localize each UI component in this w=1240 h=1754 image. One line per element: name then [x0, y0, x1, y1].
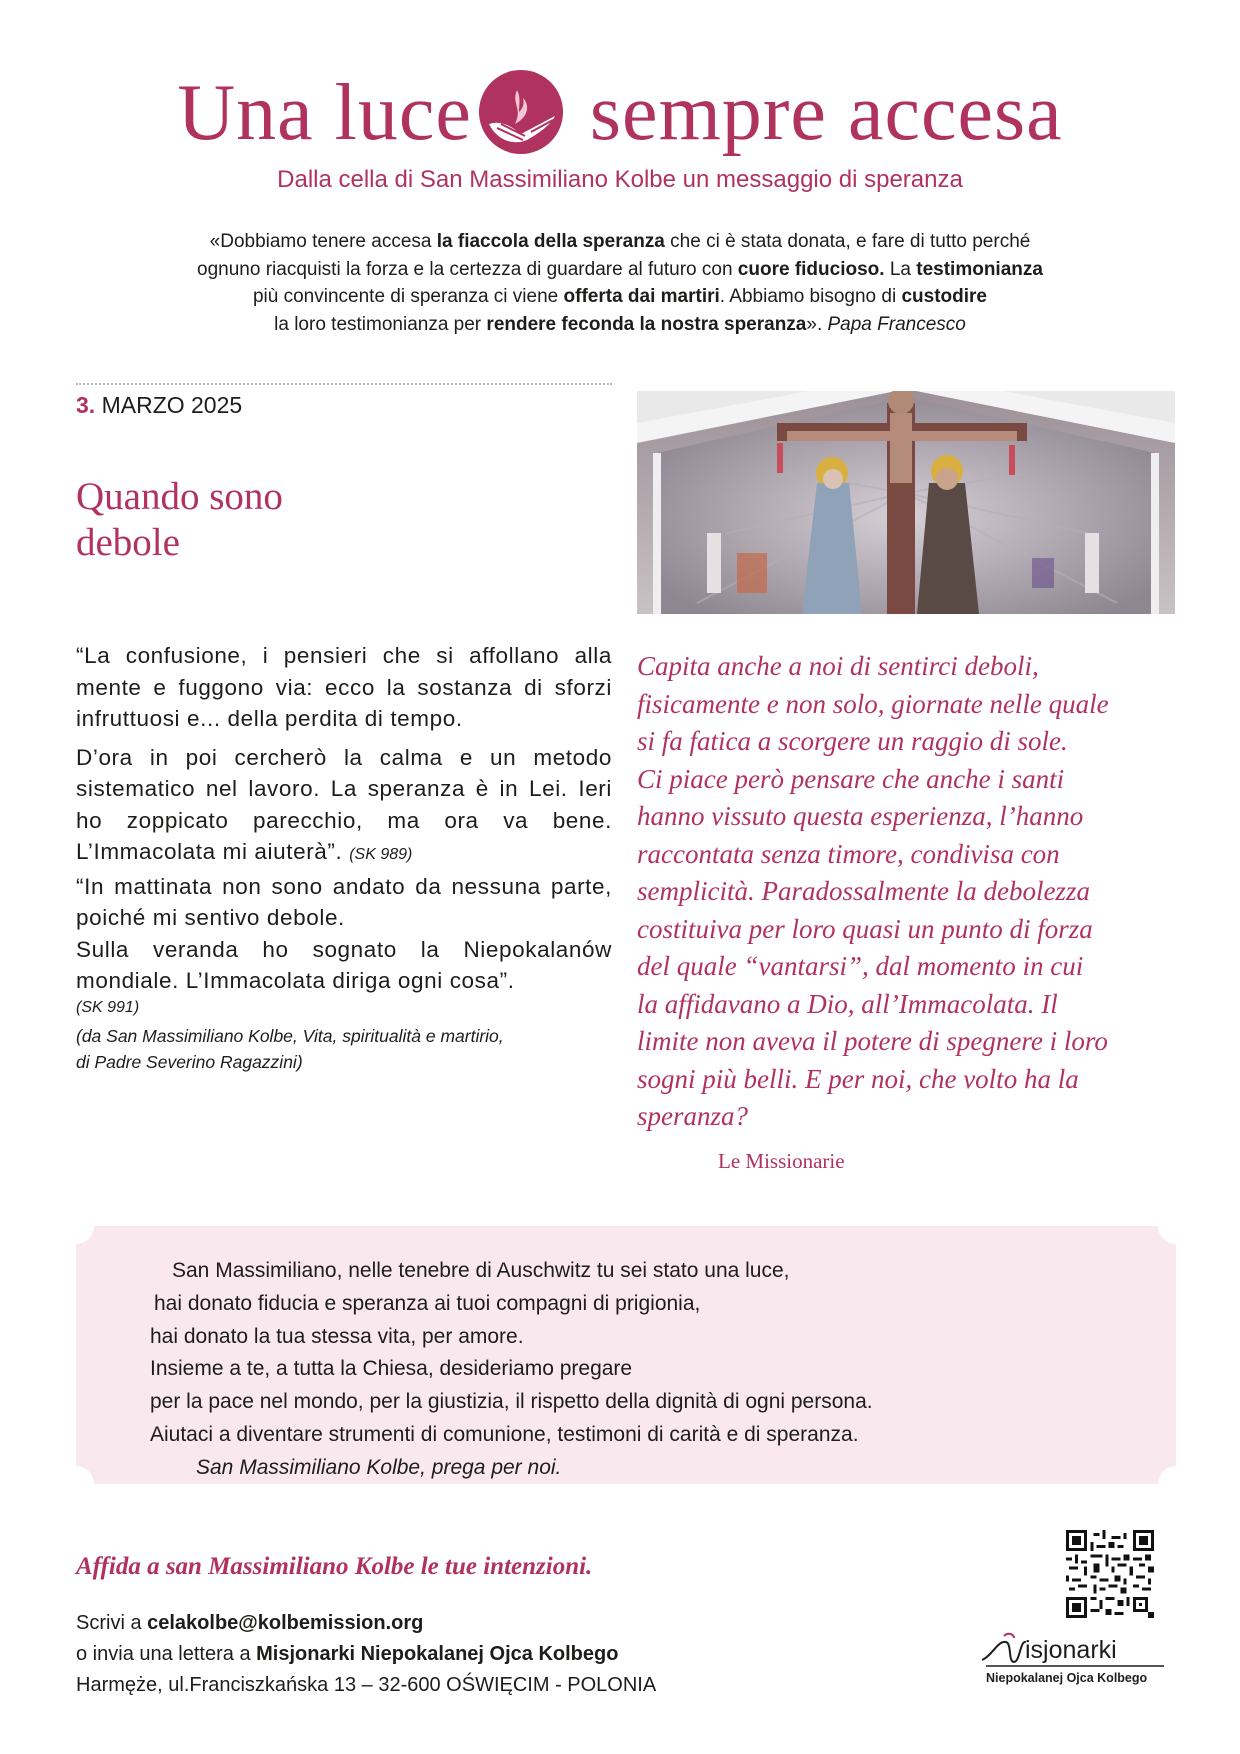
organization-name: Misjonarki Niepokalanej Ojca Kolbego: [256, 1643, 619, 1665]
prayer-closing: San Massimiliano Kolbe, prega per noi.: [196, 1455, 562, 1479]
contact-info: Scrivi a celakolbe@kolbemission.org o invia una lettera a Misjonarki Niepokalanej Ojca Kolbego Harmęże, ul.Franciszkańska 13 – 32-600 OŚWIĘCIM - POLONIA: [76, 1608, 656, 1701]
page-title: [0, 68, 1240, 159]
logo-wordmark: isjonarki: [1025, 1636, 1117, 1664]
chapel-altar-photo: [637, 383, 1175, 614]
email-link[interactable]: celakolbe@kolbemission.org: [147, 1612, 424, 1634]
source-citation: (da San Massimiliano Kolbe, Vita, spiritualità e martirio, di Padre Severino Ragazzini): [76, 1025, 504, 1072]
flame-hands-icon: [471, 62, 571, 162]
title-part1: Una luce: [177, 69, 472, 157]
logo-subtitle: Niepokalanej Ojca Kolbego: [986, 1671, 1148, 1685]
postal-address: Harmęże, ul.Franciszkańska 13 – 32-600 OŚWIĘCIM - POLONIA: [76, 1674, 657, 1696]
title-part2: sempre accesa: [589, 69, 1063, 157]
reflection-text: Capita anche a noi di sentirci deboli, fisicamente e non solo, giornate nelle quale si fa fatica a scorgere un raggio di sole. Ci piace però pensare che anche i santi hanno vissuto questa esperienza, l’hanno raccontata senza timore, condivisa con semplicità. Paradossalmente la debolezza costituiva per loro quasi un punto di forza del quale “vantarsi”, dal momento in cui la affidavano a Dio, all’Immacolata. Il limite non aveva il potere di spegnere i loro sogni più belli. E per noi, che volto ha la speranza?: [637, 651, 1109, 1131]
signature: Le Missionarie: [718, 1149, 845, 1173]
prayer-text: San Massimiliano, nelle tenebre di Auschwitz tu sei stato una luce, hai donato fiducia e speranza ai tuoi compagni di prigionia, hai donato la tua stessa vita, per amore. Insieme a te, a tutta la Chiesa, desideriamo pregare per la pace nel mondo, per la giustizia, il rispetto della dignità di ogni persona. Aiutaci a diventare strumenti di comunione, testimoni di carità e di speranza. San Massimiliano Kolbe, prega per noi.: [150, 1255, 1150, 1485]
quote-author: Papa Francesco: [827, 313, 966, 335]
paragraph: “In mattinata non sono andato da nessuna parte, poiché mi sentivo debole.: [76, 873, 612, 930]
kolbe-writings: [76, 640, 612, 1075]
article-heading: Quando sono debole: [76, 475, 283, 564]
divider: [76, 383, 612, 385]
date: [76, 392, 242, 419]
paragraph: D’ora in poi cercherò la calma e un metodo sistematico nel lavoro. La speranza è in Lei. Ieri ho zoppicato parecchio, ma ora va bene. L’Immacolata mi aiuterà”. (SK 989): [76, 744, 612, 864]
reference: (SK 989): [349, 846, 413, 863]
paragraph: Sulla veranda ho sognato la Niepokalanów mondiale. L’Immacolata diriga ogni cosa”.: [76, 936, 612, 993]
pope-quote: «Dobbiamo tenere accesa la fiaccola della speranza che ci è stata donata, e fare di tutto perché ognuno riacquisti la forza e la certezza di guardare al futuro con cuore fiducioso. La testimonianza più convincente di speranza ci viene offerta dai martiri. Abbiamo bisogno di custodire la loro testimonianza per rendere feconda la nostra speranza». Papa Francesco: [197, 231, 1043, 335]
date-month-year: MARZO 2025: [101, 392, 243, 418]
intentions-heading: Affida a san Massimiliano Kolbe le tue intenzioni.: [76, 1553, 593, 1580]
reference: (SK 991): [76, 998, 140, 1016]
paragraph: “La confusione, i pensieri che si affollano alla mente e fuggono via: ecco la sostanza di sforzi infruttuosi e... della perdita di tempo.: [76, 643, 612, 731]
date-day: 3.: [76, 392, 96, 418]
subtitle: Dalla cella di San Massimiliano Kolbe un messaggio di speranza: [277, 166, 963, 193]
qr-code-icon[interactable]: [1066, 1530, 1154, 1618]
